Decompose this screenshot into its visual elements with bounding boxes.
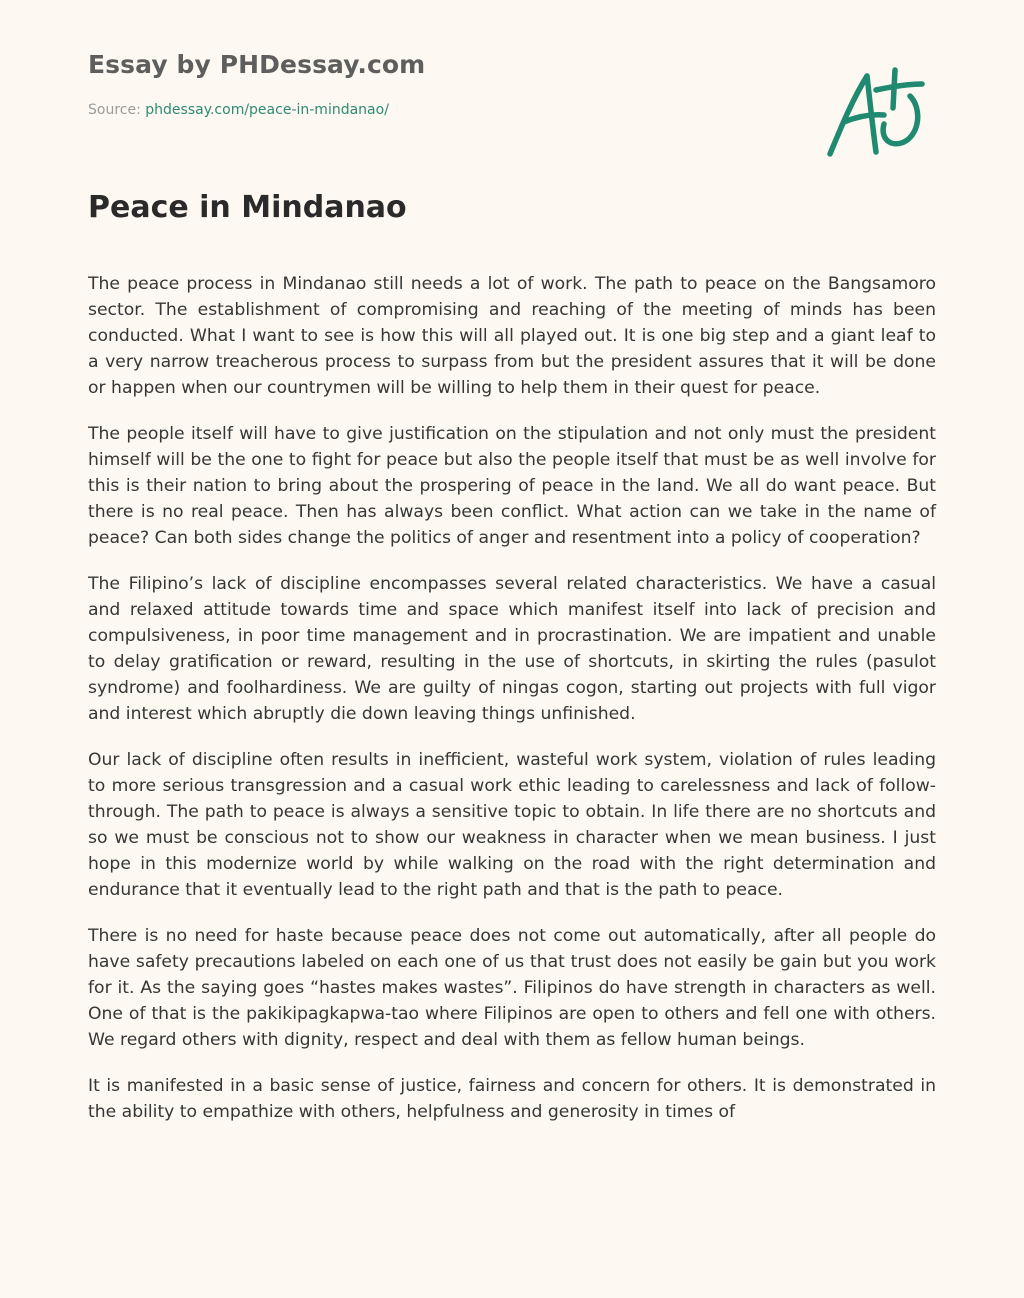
source-link[interactable]: phdessay.com/peace-in-mindanao/: [145, 102, 389, 118]
site-brand: Essay by PHDessay.com: [88, 50, 426, 79]
essay-body: [88, 271, 936, 1145]
essay-paragraph: The Filipino’s lack of discipline encompasses several related characteristics. We have a casual and relaxed attitude towards time and space which manifest itself into lack of precision and compulsiveness, in poor time management and in procrastination. We are impatient and unable to delay gratification or reward, resulting in the use of shortcuts, in skirting the rules (pasulot syndrome) and foolhardiness. We are guilty of ningas cogon, starting out projects with full vigor and interest which abruptly die down leaving things unfinished.: [88, 574, 936, 724]
source-label: Source:: [88, 102, 146, 118]
source-line: [88, 102, 389, 118]
essay-paragraph: It is manifested in a basic sense of justice, fairness and concern for others. It is demonstrated in the ability to empathize with others, helpfulness and generosity in times of: [88, 1076, 936, 1122]
essay-title: Peace in Mindanao: [88, 190, 407, 225]
essay-paragraph: Our lack of discipline often results in inefficient, wasteful work system, violation of rules leading to more serious transgression and a casual work ethic leading to carelessness and lack of follow-through. The path to peace is always a sensitive topic to obtain. In life there are no shortcuts and so we must be conscious not to show our weakness in character when we mean business. I just hope in this modernize world by while walking on the road with the right determination and endurance that it eventually lead to the right path and that is the path to peace.: [88, 750, 936, 900]
essay-paragraph: The people itself will have to give justification on the stipulation and not only must the president himself will be the one to fight for peace but also the people itself that must be as well involve for this is their nation to bring about the prospering of peace in the land. We all do want peace. But there is no real peace. Then has always been conflict. What action can we take in the name of peace? Can both sides change the politics of anger and resentment into a policy of cooperation?: [88, 424, 936, 548]
essay-paragraph: There is no need for haste because peace does not come out automatically, after all people do have safety precautions labeled on each one of us that trust does not easily be gain but you work for it. As the saying goes “hastes makes wastes”. Filipinos do have strength in characters as well. One of that is the pakikipagkapwa-tao where Filipinos are open to others and fell one with others. We regard others with dignity, respect and deal with them as fellow human beings.: [88, 926, 936, 1050]
a-plus-logo-icon: [818, 62, 932, 164]
essay-paragraph: The peace process in Mindanao still needs a lot of work. The path to peace on the Bangsamoro sector. The establishment of compromising and reaching of the meeting of minds has been conducted. What I want to see is how this will all played out. It is one big step and a giant leaf to a very narrow treacherous process to surpass from but the president assures that it will be done or happen when our countrymen will be willing to help them in their quest for peace.: [88, 274, 936, 398]
